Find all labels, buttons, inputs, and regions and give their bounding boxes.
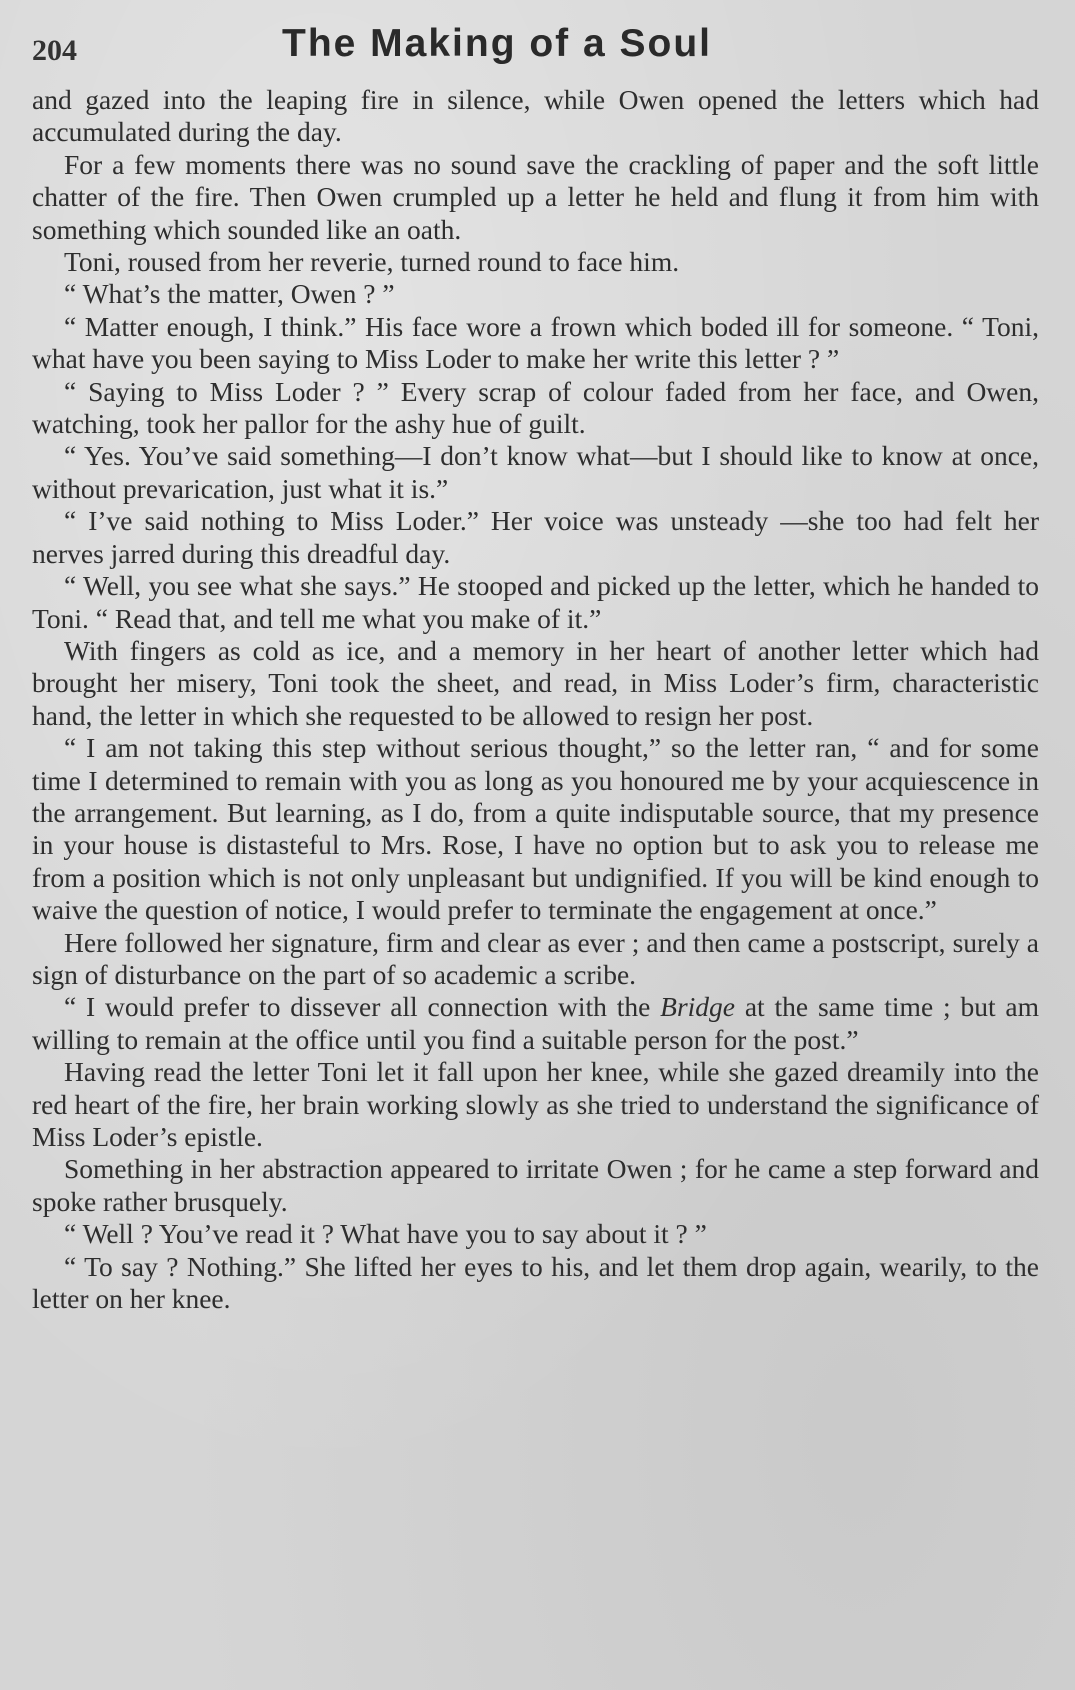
dialogue-line: “ Well ? You’ve read it ? What have you to say about it ? ”	[64, 1218, 707, 1250]
quoted-letter: “ I am not taking this step without serious thought,” so the letter ran, “ and for some time I determined to remain with you as long as you honoured me by your acquiescence in the arrangement. But learning, as I do, from a quite indisputable source, that my presence in your house is distasteful to Mrs. Rose, I have no option but to ask you to release me from a position which is not only unpleasant but undignified. If you will be kind enough to waive the question of notice, I would prefer to terminate the engagement at once.”	[32, 732, 1039, 926]
paragraph-continuation: and gazed into the leaping fire in silence, while Owen opened the letters which had accumulated during the day.	[32, 84, 1039, 148]
paragraph: Something in her abstraction appeared to irritate Owen ; for he came a step forward and spoke rather brusquely.	[32, 1153, 1039, 1217]
dialogue-line: “ Yes. You’ve said something—I don’t know what—but I should like to know at once, without prevarication, just what it is.”	[32, 440, 1039, 504]
paragraph: Toni, roused from her reverie, turned round to face him.	[64, 246, 680, 278]
quoted-postscript	[32, 991, 1039, 1056]
postscript-text: at the same time ; but am willing to remain at the office until you find a suitable person for the post.”	[32, 991, 1040, 1055]
paragraph: For a few moments there was no sound save the crackling of paper and the soft little chatter of the fire. Then Owen crumpled up a letter he held and flung it from him with something which sounded like an oath.	[32, 148, 1039, 245]
dialogue-line: “ Matter enough, I think.” His face wore a frown which boded ill for someone. “ Toni, what have you been saying to Miss Loder to make her write this letter ? ”	[32, 310, 1039, 375]
dialogue-line: “ To say ? Nothing.” She lifted her eyes to his, and let them drop again, wearily, to the letter on her knee.	[32, 1250, 1039, 1315]
body-text	[32, 84, 1039, 1315]
dialogue-line: “ I’ve said nothing to Miss Loder.” Her voice was unsteady —she too had felt her nerves jarred during this dreadful day.	[32, 505, 1039, 569]
paragraph: Here followed her signature, firm and clear as ever ; and then came a postscript, surely a sign of disturbance on the part of so academic a scribe.	[32, 926, 1039, 990]
dialogue-line: “ Saying to Miss Loder ? ” Every scrap of colour faded from her face, and Owen, watching, took her pallor for the ashy hue of guilt.	[32, 375, 1039, 440]
dialogue-line: “ Well, you see what she says.” He stooped and picked up the letter, which he handed to Toni. “ Read that, and tell me what you make of it.”	[32, 570, 1039, 634]
running-title: The Making of a Soul	[282, 22, 713, 65]
page-number: 204	[32, 34, 77, 67]
postscript-italic-title: Bridge	[660, 991, 736, 1023]
paragraph: Having read the letter Toni let it fall upon her knee, while she gazed dreamily into the red heart of the fire, her brain working slowly as she tried to understand the significance of Miss Loder’s epistle.	[32, 1056, 1039, 1152]
paragraph: With fingers as cold as ice, and a memory in her heart of another letter which had brought her misery, Toni took the sheet, and read, in Miss Loder’s firm, characteristic hand, the letter in which she requested to be allowed to resign her post.	[32, 634, 1039, 731]
running-head	[32, 22, 1039, 84]
dialogue-line: “ What’s the matter, Owen ? ”	[64, 278, 395, 310]
postscript-text: “ I would prefer to dissever all connection with the	[64, 991, 661, 1023]
